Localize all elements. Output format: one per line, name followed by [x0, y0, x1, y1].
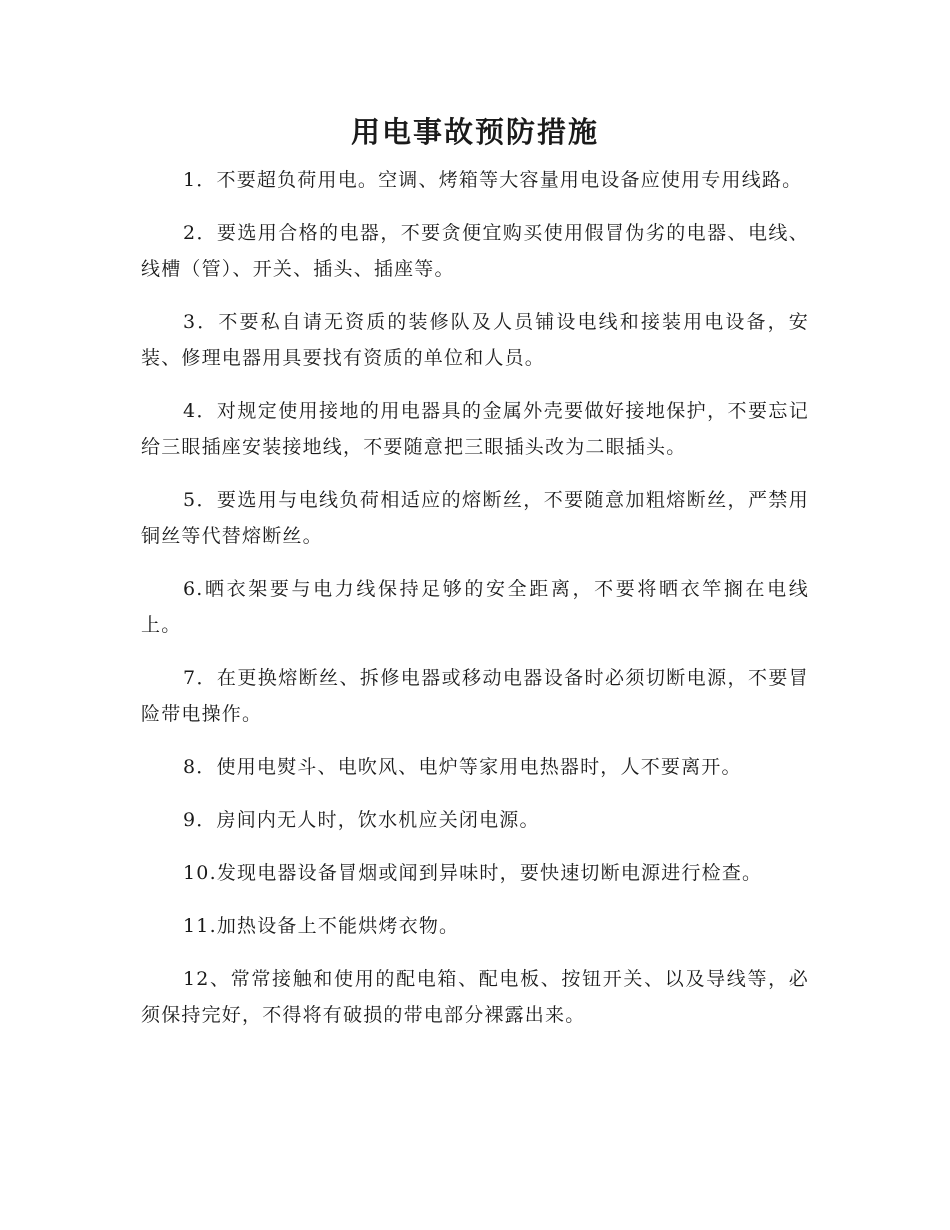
paragraph-9: 9．房间内无人时，饮水机应关闭电源。 [183, 809, 540, 831]
paragraph-6: 6.晒衣架要与电力线保持足够的安全距离，不要将晒衣竿搁在电线上。 [141, 578, 809, 636]
paragraph-11: 11.加热设备上不能烘烤衣物。 [183, 915, 460, 937]
paragraph-2: 2．要选用合格的电器，不要贪便宜购买使用假冒伪劣的电器、电线、线槽（管）、开关、插头、插座等。 [141, 222, 809, 280]
paragraph-3: 3．不要私自请无资质的装修队及人员铺设电线和接装用电设备，安装、修理电器用具要找有资质的单位和人员。 [141, 311, 809, 369]
paragraph-4: 4．对规定使用接地的用电器具的金属外壳要做好接地保护，不要忘记给三眼插座安装接地线，不要随意把三眼插头改为二眼插头。 [141, 400, 809, 458]
paragraph-5: 5．要选用与电线负荷相适应的熔断丝，不要随意加粗熔断丝，严禁用铜丝等代替熔断丝。 [141, 489, 809, 547]
paragraph-7: 7．在更换熔断丝、拆修电器或移动电器设备时必须切断电源，不要冒险带电操作。 [141, 667, 809, 725]
paragraph-1: 1．不要超负荷用电。空调、烤箱等大容量用电设备应使用专用线路。 [183, 169, 803, 191]
paragraph-8: 8．使用电熨斗、电吹风、电炉等家用电热器时，人不要离开。 [183, 756, 742, 778]
document-body [141, 162, 809, 1050]
paragraph-12: 12、常常接触和使用的配电箱、配电板、按钮开关、以及导线等，必须保持完好，不得将有破损的带电部分裸露出来。 [141, 968, 809, 1026]
document-title: 用电事故预防措施 [350, 115, 599, 149]
paragraph-10: 10.发现电器设备冒烟或闻到异味时，要快速切断电源进行检查。 [183, 862, 763, 884]
